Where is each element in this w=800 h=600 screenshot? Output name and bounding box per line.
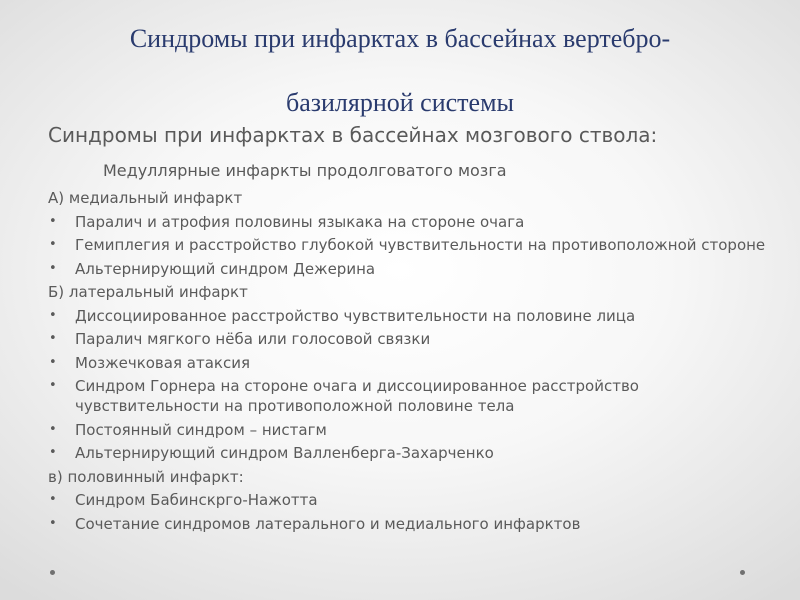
bullet-icon: • [49, 492, 57, 507]
bullet-icon: • [49, 331, 57, 346]
corner-dot-right [740, 570, 745, 575]
bullet-icon: • [49, 260, 57, 276]
bullet-icon: • [49, 515, 57, 531]
slide-title-line2: базилярной системы [285, 88, 515, 117]
list-item-text: Мозжечковая атаксия [75, 353, 250, 372]
list-item-text: Альтернирующий синдром Валленберга-Захарченко [75, 444, 494, 462]
list-item-text: Синдром Горнера на стороне очага и диссоциированное расстройство чувствительности на противоположной половине тела [75, 377, 639, 415]
corner-dot-left [50, 570, 55, 575]
list-item-text: Синдром Бабинскрго-Нажотта [75, 491, 318, 509]
section-heading: Медуллярные инфаркты продолговатого мозга [103, 161, 507, 180]
slide-title-line1: Синдромы при инфарктах в бассейнах вертебро- [129, 24, 671, 53]
list-item [48, 212, 768, 232]
group-heading-lateral: Б) латеральный инфаркт [48, 283, 248, 301]
list-item [48, 514, 768, 534]
group-heading-medial: А) медиальный инфаркт [48, 189, 243, 207]
list-item [48, 329, 768, 349]
list-item-text: Паралич мягкого нёба или голосовой связки [75, 330, 431, 348]
slide-subtitle: Синдромы при инфарктах в бассейнах мозгового ствола: [48, 123, 658, 147]
bullet-icon: • [49, 421, 57, 437]
list-item [48, 235, 768, 255]
bullet-icon: • [49, 237, 57, 252]
list-item-text: Паралич и атрофия половины языкака на стороне очага [75, 212, 525, 231]
list-item-text: Диссоциированное расстройство чувствительности на половине лица [75, 306, 636, 325]
bullet-icon: • [49, 307, 57, 323]
bullet-icon: • [49, 378, 57, 393]
group-heading-half: в) половинный инфаркт: [48, 467, 244, 486]
list-item [48, 259, 768, 279]
list-item [48, 306, 768, 326]
list-item [48, 443, 768, 463]
slide-content [48, 160, 768, 537]
list-item-text: Сочетание синдромов латерального и медиального инфарктов [75, 514, 581, 533]
list-item-text: Постоянный синдром – нистагм [75, 420, 327, 439]
list-item [48, 490, 768, 510]
list-item [48, 420, 768, 440]
bullet-icon: • [49, 354, 57, 370]
list-item [48, 353, 768, 373]
list-item [48, 376, 768, 416]
list-item-text: Гемиплегия и расстройство глубокой чувствительности на противоположной стороне [75, 236, 766, 254]
bullet-icon: • [49, 445, 57, 460]
list-item-text: Альтернирующий синдром Дежерина [75, 259, 376, 278]
bullet-icon: • [49, 213, 57, 229]
